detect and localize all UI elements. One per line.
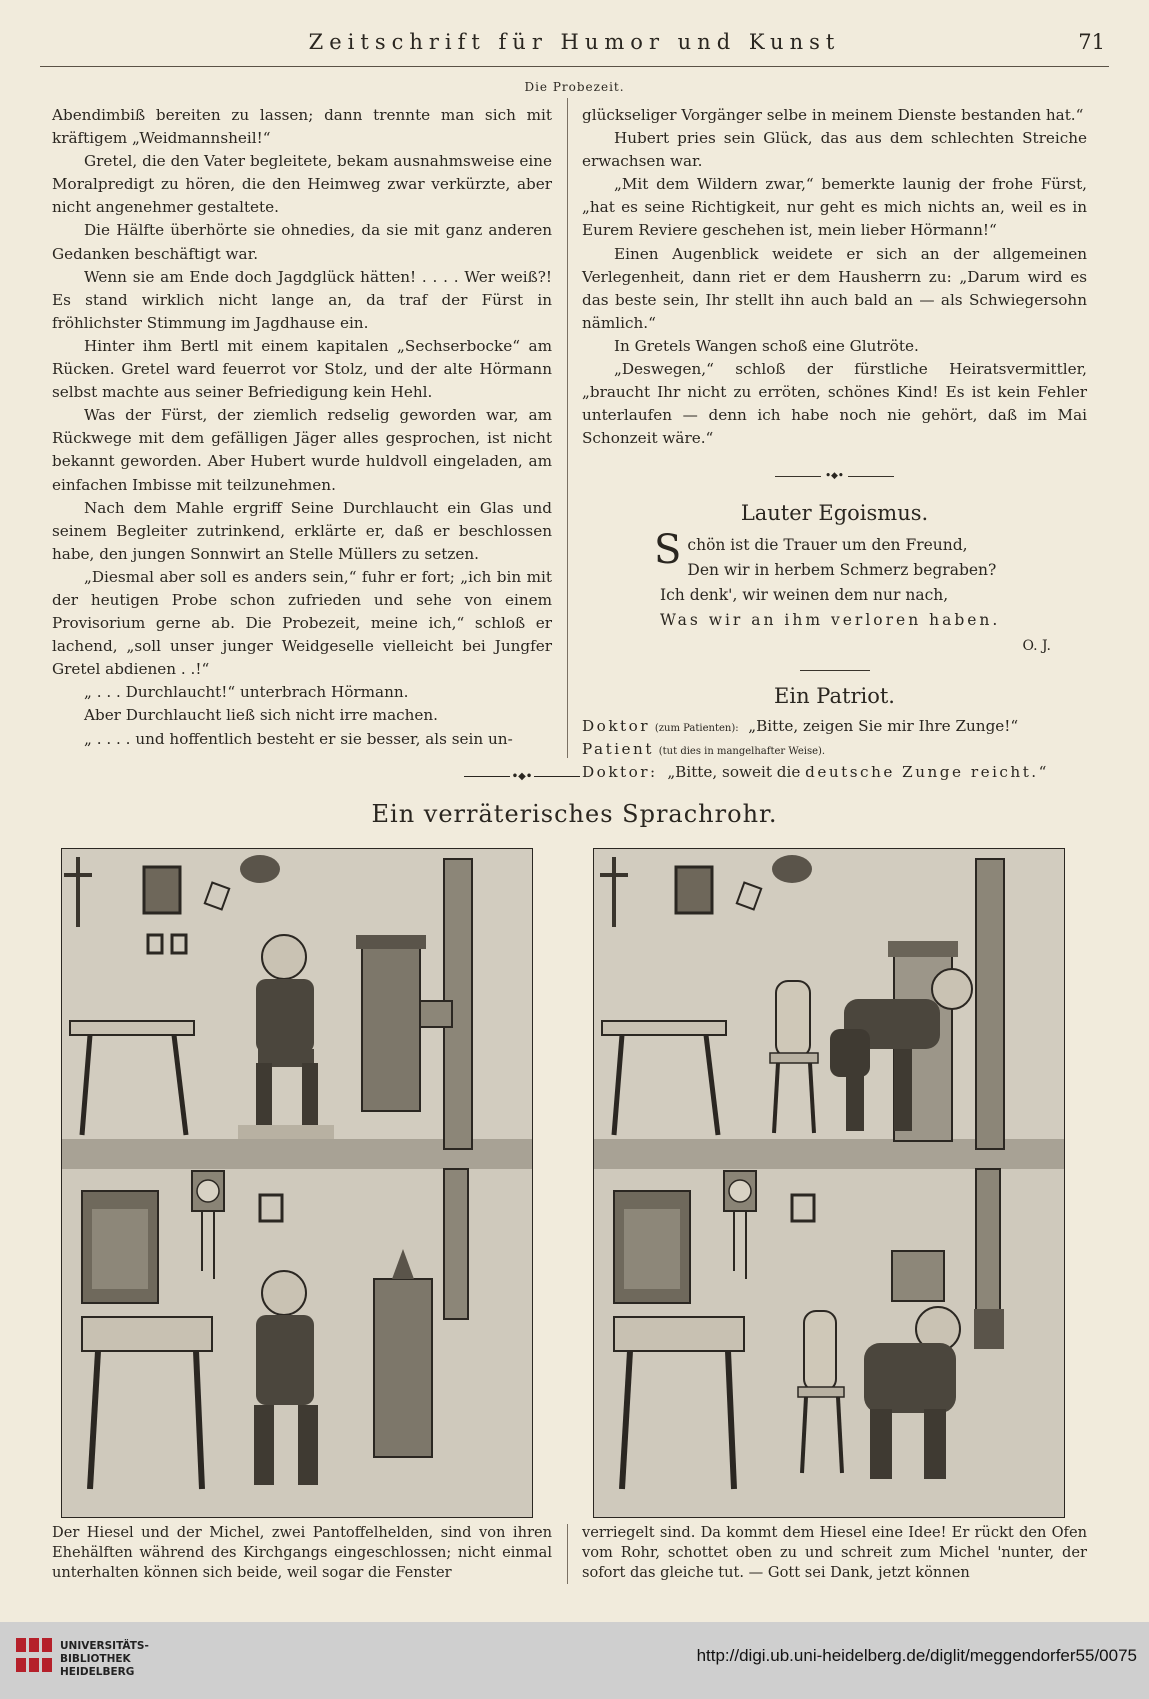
dialog-line xyxy=(582,716,1087,739)
poem-line: Ich denk', wir weinen dem nur nach, xyxy=(660,586,949,605)
dialog-text: „Bitte, zeigen Sie mir Ihre Zunge!“ xyxy=(748,717,1019,736)
poem-line-text: chön ist die Trauer um den Freund, xyxy=(687,536,968,555)
library-logo-text xyxy=(60,1640,149,1679)
paragraph: Wenn sie am Ende doch Jagdglück hätten! . . . . Wer weiß?! Es stand wirklich nicht lange an, da traf der Fürst in fröhlichster Stimmung im Jagdhause ein. xyxy=(52,267,552,332)
paragraph: Nach dem Mahle ergriff Seine Durchlaucht ein Glas und seinem Begleiter zutrinkend, erklärte er, daß er beschlossen habe, den jungen Sonnwirt an Stelle Müllers zu setzen. xyxy=(52,498,552,563)
dialog-text: “ xyxy=(1038,763,1047,782)
paragraph: Hubert pries sein Glück, das aus dem schlechten Streiche erwachsen war. xyxy=(582,129,1087,171)
cartoon-panel-left xyxy=(61,848,533,1518)
paragraph: Die Hälfte überhörte sie ohnedies, da sie mit ganz anderen Gedanken beschäftigt war. xyxy=(52,221,552,263)
source-url-link[interactable]: http://digi.ub.uni-heidelberg.de/diglit/meggendorfer55/0075 xyxy=(696,1646,1137,1665)
paragraph: „Deswegen,“ schloß der fürstliche Heiratsvermittler, „braucht Ihr nicht zu erröten, schönes Kind! Es ist kein Fehler unterlaufen — denn ich habe noch nie gehört, daß im Mai Schonzeit wäre.“ xyxy=(582,360,1087,448)
running-head xyxy=(40,26,1109,67)
caption-left: Der Hiesel und der Michel, zwei Pantoffelhelden, sind von ihren Ehehälften während des Kirchgangs eingeschlossen; nicht einmal unterhalten können sich beide, weil sogar die Fenster xyxy=(52,1524,552,1581)
cartoon-panel-right xyxy=(593,848,1065,1518)
paragraph: Gretel, die den Vater begleitete, bekam ausnahmsweise eine Moralpredigt zu hören, die den Heimweg zwar verkürzte, aber nicht angenehmer gestaltete. xyxy=(52,152,552,217)
page-number: 71 xyxy=(1078,30,1105,54)
caption-divider xyxy=(567,1524,568,1584)
logo-line: UNIVERSITÄTS- xyxy=(60,1640,149,1652)
dialog-line xyxy=(582,762,1087,783)
cartoon-illustration-left xyxy=(62,849,532,1517)
joke-title: Ein Patriot. xyxy=(774,684,895,709)
poem-signature: O. J. xyxy=(1022,638,1051,655)
poem-line: Den wir in herbem Schmerz begraben? xyxy=(687,561,997,580)
poem-title: Lauter Egoismus. xyxy=(740,500,929,525)
paragraph: Einen Augenblick weidete er sich an der allgemeinen Verlegenheit, dann riet er dem Hausherrn zu: „Darum wird es das beste sein, Ihr stellt ihn auch bald an — als Schwiegersohn nämlich.“ xyxy=(582,244,1087,332)
column-divider xyxy=(567,98,568,758)
speaker-label: Doktor xyxy=(582,717,651,736)
ornament-divider: •◆• xyxy=(582,464,1087,488)
main-ornament: •◆• xyxy=(462,766,582,785)
journal-title: Zeitschrift für Humor und Kunst xyxy=(308,30,841,54)
paragraph: Abendimbiß bereiten zu lassen; dann trennte man sich mit kräftigem „Weidmannsheil!“ xyxy=(52,106,552,148)
cartoon-title: Ein verräterisches Sprachrohr. xyxy=(371,800,778,828)
library-logo-icon xyxy=(14,1634,54,1676)
logo-line: HEIDELBERG xyxy=(60,1666,135,1678)
paragraph: Was der Fürst, der ziemlich redselig geworden war, am Rückwege mit dem gefälligen Jäger alles gesprochen, ist nicht bekannt geworden. Aber Hubert wurde huldvoll eingeladen, am einfachen Imbisse mit teilzunehmen. xyxy=(52,406,552,494)
left-column xyxy=(52,104,552,751)
paragraph: glückseliger Vorgänger selbe in meinem Dienste bestanden hat.“ xyxy=(582,106,1084,124)
stage-note: (zum Patienten): xyxy=(654,723,739,735)
speaker-label: Patient xyxy=(582,740,654,759)
paragraph: „Mit dem Wildern zwar,“ bemerkte launig der frohe Fürst, „hat es seine Richtigkeit, nur geht es mich nichts an, weil es in Eurem Reviere geschehen ist, mein lieber Hörmann!“ xyxy=(582,175,1087,240)
dialog-text: „Bitte, soweit die xyxy=(667,763,801,782)
paragraph: „Diesmal aber soll es anders sein,“ fuhr er fort; „ich bin mit der heutigen Probe schon zufrieden und sehe von einem Provisorium gerne ab. Die Probezeit, meine ich,“ schloß er lachend, „soll unser junger Weidgeselle vielleicht bei Jungfer Gretel abdienen . .!“ xyxy=(52,567,552,679)
footer-bar xyxy=(0,1622,1149,1699)
dropcap: S xyxy=(654,527,682,574)
poem xyxy=(654,527,1087,633)
right-column xyxy=(582,104,1087,783)
cartoon-illustration-right xyxy=(594,849,1064,1517)
caption-right: verriegelt sind. Da kommt dem Hiesel eine Idee! Er rückt den Ofen vom Rohr, schottet oben zu und schreit zum Michel 'nunter, der sofort das gleiche tut. — Gott sei Dank, jetzt können xyxy=(582,1524,1087,1581)
speaker-label: Doktor: xyxy=(582,763,658,782)
paragraph: Aber Durchlaucht ließ sich nicht irre machen. xyxy=(84,706,439,725)
joke-dialog xyxy=(582,716,1087,783)
story-title: Die Probezeit. xyxy=(524,80,625,94)
paragraph: Hinter ihm Bertl mit einem kapitalen „Sechserbocke“ am Rücken. Gretel ward feuerrot vor Stolz, und der alte Hörmann selbst machte aus seiner Befriedigung kein Hehl. xyxy=(52,336,552,402)
paragraph: „ . . . . und hoffentlich besteht er sie besser, als sein un- xyxy=(84,729,513,748)
dialog-line xyxy=(582,739,1087,762)
logo-line: BIBLIOTHEK xyxy=(60,1653,131,1665)
paragraph: In Gretels Wangen schoß eine Glutröte. xyxy=(614,336,919,355)
poem-line: Was wir an ihm verloren haben. xyxy=(660,611,1001,630)
paragraph: „ . . . Durchlaucht!“ unterbrach Hörmann. xyxy=(84,683,409,702)
short-rule xyxy=(800,670,870,671)
stage-note: (tut dies in mangelhafter Weise). xyxy=(658,746,826,758)
dialog-text-spaced: deutsche Zunge reicht. xyxy=(805,763,1039,782)
